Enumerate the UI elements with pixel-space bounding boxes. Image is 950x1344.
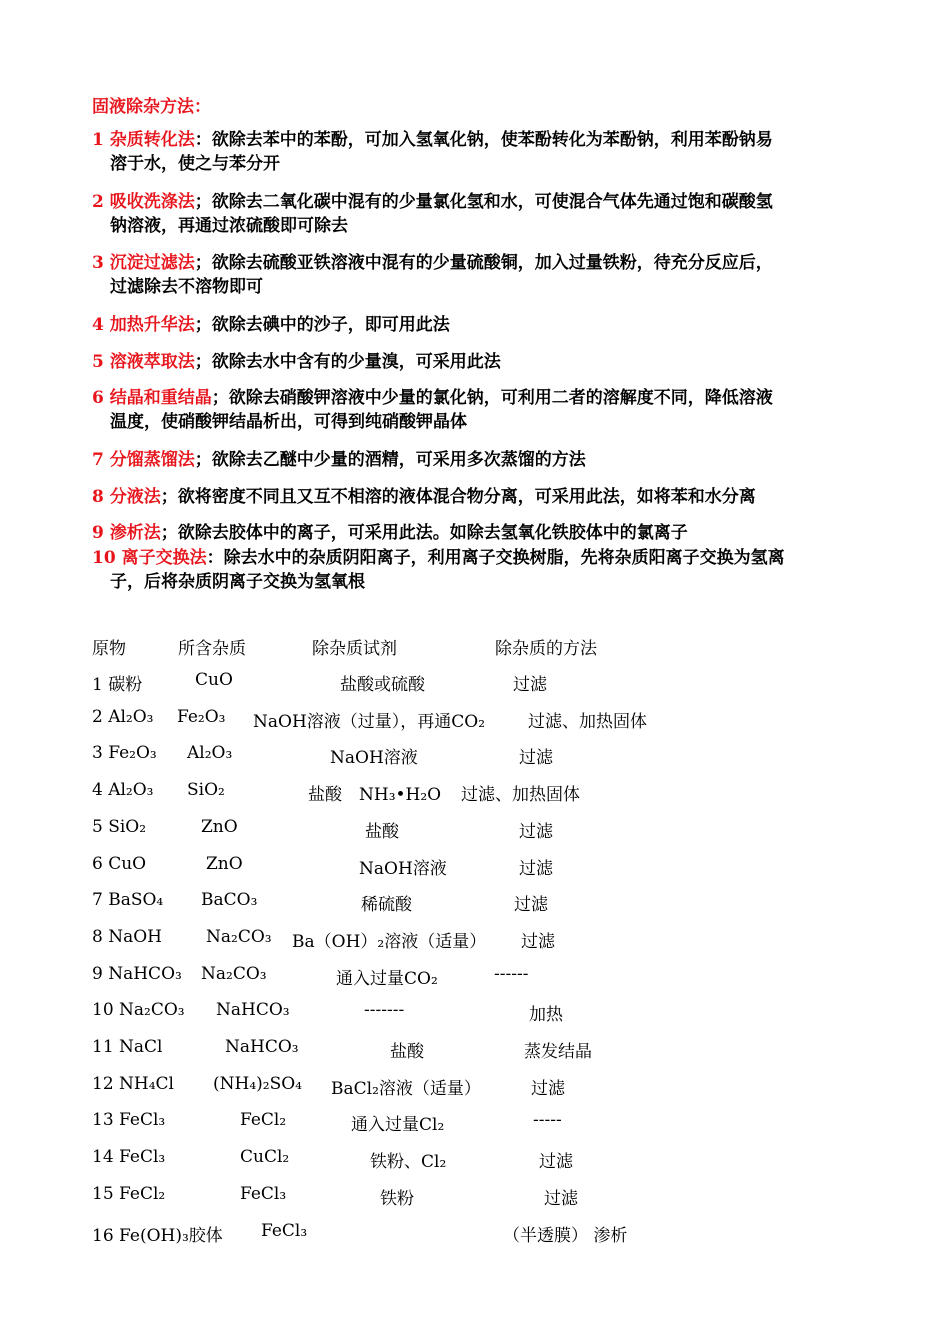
cell-original: 8 NaOH bbox=[92, 927, 162, 947]
method-name: 溶液萃取法 bbox=[109, 352, 195, 372]
table-row bbox=[0, 854, 950, 880]
header-reagent: 除杂质试剂 bbox=[312, 639, 397, 659]
method-number: 6 bbox=[92, 388, 110, 408]
method-separator: ； bbox=[160, 523, 178, 543]
cell-method: 过滤 bbox=[519, 748, 553, 768]
table-row bbox=[0, 964, 950, 990]
table-row bbox=[0, 743, 950, 769]
method-description: 欲除去水中含有的少量溴，可采用此法 bbox=[211, 352, 501, 372]
method-separator: ； bbox=[194, 352, 212, 372]
cell-reagent: 盐酸 bbox=[365, 822, 399, 842]
cell-reagent: 稀硫酸 bbox=[361, 895, 412, 915]
cell-impurity: ZnO bbox=[206, 854, 243, 874]
cell-method: 过滤 bbox=[521, 932, 555, 952]
method-description-continued: 子，后将杂质阴离子交换为氢氧根 bbox=[110, 572, 365, 592]
method-item bbox=[92, 386, 872, 434]
cell-reagent: 通入过量Cl₂ bbox=[351, 1115, 445, 1135]
method-line bbox=[92, 190, 872, 214]
cell-original: 11 NaCl bbox=[92, 1037, 163, 1057]
cell-method: 过滤、加热固体 bbox=[528, 712, 647, 732]
cell-reagent: 盐酸 bbox=[390, 1042, 424, 1062]
cell-impurity: Na₂CO₃ bbox=[206, 927, 272, 947]
cell-reagent: Ba（OH）₂溶液（适量） bbox=[292, 932, 487, 952]
cell-method: （半透膜） 渗析 bbox=[503, 1226, 628, 1246]
cell-original: 1 碳粉 bbox=[92, 675, 143, 695]
method-description: 欲除去硫酸亚铁溶液中混有的少量硫酸铜，加入过量铁粉，待充分反应后， bbox=[211, 253, 773, 273]
method-number: 8 bbox=[92, 487, 110, 507]
method-item bbox=[92, 350, 872, 374]
method-item bbox=[92, 128, 872, 176]
method-name: 离子交换法 bbox=[121, 548, 207, 568]
cell-method: 过滤 bbox=[544, 1189, 578, 1209]
method-description: 欲除去胶体中的离子，可采用此法。如除去氢氧化铁胶体中的氯离子 bbox=[177, 523, 688, 543]
cell-impurity: FeCl₃ bbox=[240, 1184, 287, 1204]
cell-original: 5 SiO₂ bbox=[92, 817, 147, 837]
cell-reagent: NaOH溶液（过量），再通CO₂ bbox=[253, 712, 486, 732]
method-item bbox=[92, 546, 872, 594]
cell-impurity: BaCO₃ bbox=[201, 890, 258, 910]
table-row bbox=[0, 1000, 950, 1026]
method-line bbox=[92, 448, 872, 472]
cell-reagent: NaOH溶液 bbox=[330, 748, 418, 768]
method-separator: ； bbox=[194, 192, 212, 212]
cell-method: ----- bbox=[533, 1110, 562, 1130]
cell-method: 过滤 bbox=[514, 895, 548, 915]
cell-method: ------ bbox=[494, 964, 529, 984]
cell-impurity: Fe₂O₃ bbox=[177, 707, 226, 727]
method-separator: ； bbox=[211, 388, 229, 408]
method-item bbox=[92, 448, 872, 472]
method-name: 分馏蒸馏法 bbox=[109, 450, 195, 470]
method-name: 加热升华法 bbox=[109, 315, 195, 335]
cell-method: 过滤 bbox=[531, 1079, 565, 1099]
method-separator: ： bbox=[194, 130, 212, 150]
cell-original: 15 FeCl₂ bbox=[92, 1184, 166, 1204]
cell-impurity: NaHCO₃ bbox=[216, 1000, 290, 1020]
cell-impurity: Al₂O₃ bbox=[187, 743, 233, 763]
method-line bbox=[92, 128, 872, 152]
method-number: 1 bbox=[92, 130, 110, 150]
method-line bbox=[92, 251, 872, 275]
cell-method: 过滤 bbox=[513, 675, 547, 695]
cell-reagent: 盐酸或硫酸 bbox=[340, 675, 425, 695]
cell-impurity: SiO₂ bbox=[187, 780, 225, 800]
method-description-continued: 钠溶液，再通过浓硫酸即可除去 bbox=[110, 216, 348, 236]
header-method: 除杂质的方法 bbox=[495, 639, 597, 659]
cell-impurity: (NH₄)₂SO₄ bbox=[213, 1074, 302, 1094]
table-row bbox=[0, 707, 950, 733]
header-impurity: 所含杂质 bbox=[178, 639, 246, 659]
cell-original: 14 FeCl₃ bbox=[92, 1147, 166, 1167]
method-number: 2 bbox=[92, 192, 110, 212]
cell-method: 过滤 bbox=[539, 1152, 573, 1172]
method-separator: ： bbox=[206, 548, 224, 568]
method-name: 渗析法 bbox=[109, 523, 161, 543]
cell-original: 9 NaHCO₃ bbox=[92, 964, 182, 984]
method-separator: ； bbox=[194, 253, 212, 273]
cell-impurity: Na₂CO₃ bbox=[201, 964, 267, 984]
cell-reagent: 铁粉、Cl₂ bbox=[370, 1152, 447, 1172]
method-description: 欲除去硝酸钾溶液中少量的氯化钠，可利用二者的溶解度不同，降低溶液 bbox=[228, 388, 773, 408]
table-row bbox=[0, 780, 950, 806]
table-row bbox=[0, 1074, 950, 1100]
method-name: 分液法 bbox=[109, 487, 161, 507]
cell-reagent: NaOH溶液 bbox=[359, 859, 447, 879]
method-number: 5 bbox=[92, 352, 110, 372]
cell-impurity: CuCl₂ bbox=[240, 1147, 290, 1167]
method-description-continued: 过滤除去不溶物即可 bbox=[110, 277, 263, 297]
method-description: 欲除去乙醚中少量的酒精，可采用多次蒸馏的方法 bbox=[211, 450, 586, 470]
cell-reagent: BaCl₂溶液（适量） bbox=[331, 1079, 481, 1099]
table-row bbox=[0, 1221, 950, 1247]
cell-original: 10 Na₂CO₃ bbox=[92, 1000, 185, 1020]
cell-reagent: 盐酸 NH₃•H₂O bbox=[308, 785, 442, 805]
header-original: 原物 bbox=[92, 639, 126, 659]
method-line bbox=[92, 313, 872, 337]
method-name: 杂质转化法 bbox=[109, 130, 195, 150]
cell-method: 蒸发结晶 bbox=[524, 1042, 592, 1062]
cell-original: 3 Fe₂O₃ bbox=[92, 743, 157, 763]
cell-method: 加热 bbox=[529, 1005, 563, 1025]
table-row bbox=[0, 1184, 950, 1210]
method-separator: ； bbox=[194, 450, 212, 470]
cell-impurity: FeCl₃ bbox=[261, 1221, 308, 1241]
method-line bbox=[92, 521, 872, 545]
cell-original: 13 FeCl₃ bbox=[92, 1110, 166, 1130]
method-number: 10 bbox=[92, 548, 122, 568]
method-line bbox=[92, 546, 872, 570]
cell-original: 6 CuO bbox=[92, 854, 147, 874]
method-description: 欲除去碘中的沙子，即可用此法 bbox=[211, 315, 450, 335]
cell-method: 过滤、加热固体 bbox=[461, 785, 580, 805]
method-item bbox=[92, 313, 872, 337]
method-number: 3 bbox=[92, 253, 110, 273]
cell-impurity: NaHCO₃ bbox=[225, 1037, 299, 1057]
table-row bbox=[0, 890, 950, 916]
method-name: 结晶和重结晶 bbox=[109, 388, 212, 408]
method-separator: ； bbox=[194, 315, 212, 335]
table-row bbox=[0, 1110, 950, 1136]
cell-original: 16 Fe(OH)₃胶体 bbox=[92, 1226, 223, 1246]
method-item bbox=[92, 251, 872, 299]
cell-reagent: 通入过量CO₂ bbox=[336, 969, 438, 989]
cell-original: 2 Al₂O₃ bbox=[92, 707, 154, 727]
method-description: 欲除去二氧化碳中混有的少量氯化氢和水，可使混合气体先通过饱和碳酸氢 bbox=[211, 192, 773, 212]
method-description: 除去水中的杂质阴阳离子，利用离子交换树脂，先将杂质阳离子交换为氢离 bbox=[223, 548, 785, 568]
section-heading: 固液除杂方法： bbox=[92, 97, 211, 117]
table-row bbox=[0, 817, 950, 843]
cell-reagent: ------- bbox=[364, 1000, 405, 1020]
cell-method: 过滤 bbox=[519, 859, 553, 879]
method-item bbox=[92, 190, 872, 238]
method-name: 沉淀过滤法 bbox=[109, 253, 195, 273]
cell-impurity: ZnO bbox=[201, 817, 238, 837]
cell-original: 7 BaSO₄ bbox=[92, 890, 164, 910]
method-description-continued: 溶于水，使之与苯分开 bbox=[110, 154, 280, 174]
cell-original: 12 NH₄Cl bbox=[92, 1074, 174, 1094]
cell-impurity: FeCl₂ bbox=[240, 1110, 287, 1130]
method-line bbox=[92, 485, 872, 509]
cell-original: 4 Al₂O₃ bbox=[92, 780, 154, 800]
method-separator: ； bbox=[160, 487, 178, 507]
table-row bbox=[0, 927, 950, 953]
method-number: 7 bbox=[92, 450, 110, 470]
method-item bbox=[92, 485, 872, 509]
table-row bbox=[0, 670, 950, 696]
cell-impurity: CuO bbox=[195, 670, 233, 690]
method-description-continued: 温度，使硝酸钾结晶析出，可得到纯硝酸钾晶体 bbox=[110, 412, 467, 432]
method-item bbox=[92, 521, 872, 545]
table-row bbox=[0, 1037, 950, 1063]
cell-reagent: 铁粉 bbox=[380, 1189, 414, 1209]
cell-method: 过滤 bbox=[519, 822, 553, 842]
method-number: 9 bbox=[92, 523, 110, 543]
method-description: 欲除去苯中的苯酚，可加入氢氧化钠，使苯酚转化为苯酚钠，利用苯酚钠易 bbox=[211, 130, 773, 150]
table-header bbox=[0, 634, 950, 658]
table-row bbox=[0, 1147, 950, 1173]
method-name: 吸收洗涤法 bbox=[109, 192, 195, 212]
method-line bbox=[92, 386, 872, 410]
method-description: 欲将密度不同且又互不相溶的液体混合物分离，可采用此法，如将苯和水分离 bbox=[177, 487, 756, 507]
method-line bbox=[92, 350, 872, 374]
method-number: 4 bbox=[92, 315, 110, 335]
